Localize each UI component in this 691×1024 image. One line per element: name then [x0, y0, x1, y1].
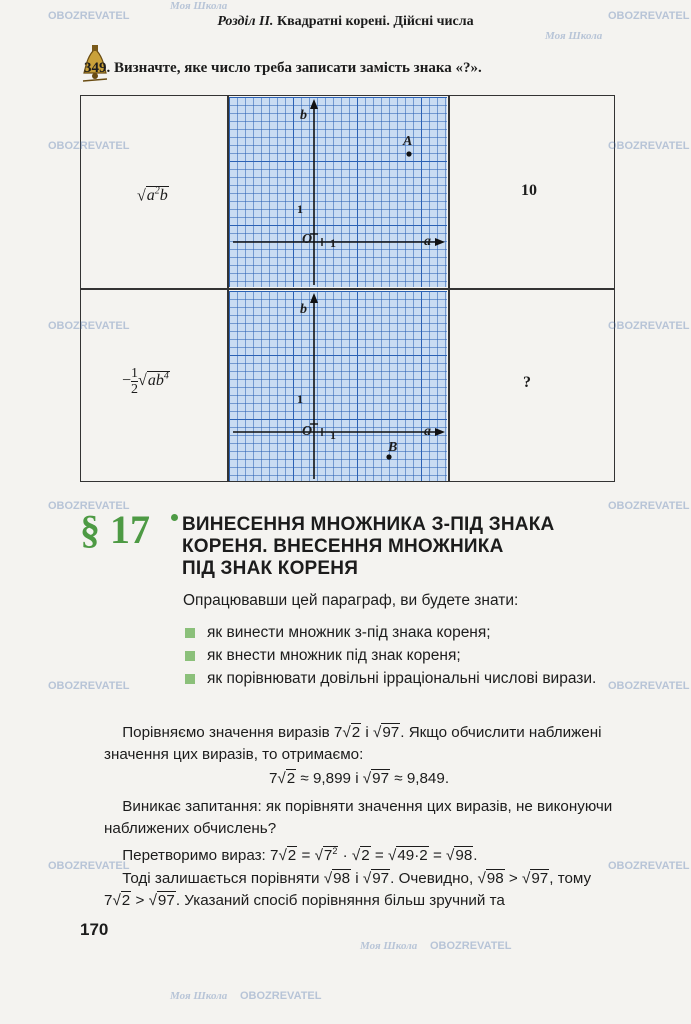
- origin-label-2: O: [302, 424, 313, 439]
- running-head-title: Квадратні корені. Дійсні числа: [276, 14, 474, 29]
- expr-row2: − $\frac{1}{2}$ $√ab^4$: [122, 366, 169, 397]
- watermark: OBOZREVATEL: [48, 140, 130, 152]
- axes-2: [229, 291, 447, 481]
- bullet-icon: [185, 674, 195, 684]
- p3-text: Перетворимо вираз:: [122, 847, 266, 865]
- goal-text: як порівнювати довільні ірраціональні числові вирази.: [207, 670, 597, 687]
- watermark: OBOZREVATEL: [240, 990, 322, 1002]
- tick-x-1: 1: [330, 236, 336, 250]
- p4-text-d: Указаний спосіб порівняння більш зручний та: [184, 892, 505, 909]
- watermark: Моя Школа: [170, 990, 228, 1002]
- watermark: OBOZREVATEL: [608, 140, 690, 152]
- goal-text: як винести множник з-під знака кореня;: [207, 624, 491, 641]
- watermark: Моя Школа: [360, 940, 418, 952]
- watermark: OBOZREVATEL: [608, 860, 690, 872]
- watermark: OBOZREVATEL: [48, 500, 130, 512]
- point-a: [406, 151, 411, 156]
- paragraph-1: Порівняємо значення виразів 7√2 і √97. Якщо обчислити наближені значення цих виразів, то отримаємо:: [104, 724, 602, 763]
- watermark: Моя Школа: [170, 0, 228, 12]
- watermark: OBOZREVATEL: [608, 10, 690, 22]
- section-title: [182, 514, 622, 580]
- watermark: OBOZREVATEL: [608, 320, 690, 332]
- watermark: OBOZREVATEL: [608, 500, 690, 512]
- list-item: [183, 622, 623, 643]
- point-b-label: B: [388, 440, 398, 455]
- axes-1: [229, 97, 447, 287]
- task-text: Визначте, яке число треба записати замість знака «?».: [114, 60, 482, 76]
- section-number: § 17: [80, 507, 150, 552]
- bullet-icon: [185, 628, 195, 638]
- bullet-icon: [185, 651, 195, 661]
- goals-list: [183, 622, 623, 691]
- watermark: OBOZREVATEL: [48, 320, 130, 332]
- intro-text: Опрацювавши цей параграф, ви будете знати:: [183, 592, 519, 609]
- running-head: [0, 14, 691, 30]
- paragraph-2: Виникає запитання: як порівняти значення цих виразів, не виконуючи наближених обчислень?: [104, 798, 613, 837]
- tick-y-2: 1: [297, 392, 303, 406]
- p1-text-a: Порівняємо значення виразів: [122, 724, 330, 741]
- watermark: OBOZREVATEL: [48, 860, 130, 872]
- watermark: OBOZREVATEL: [48, 680, 130, 692]
- equation-1: 7√2 ≈ 9,899 і √97 ≈ 9,849.: [268, 770, 450, 787]
- table-col-divider-2: [448, 95, 450, 482]
- watermark: OBOZREVATEL: [48, 10, 130, 22]
- list-item: [183, 645, 623, 666]
- result-row2: ?: [523, 374, 531, 391]
- watermark: Моя Школа: [545, 30, 603, 42]
- section-dot: [171, 514, 178, 521]
- tick-x-2: 1: [330, 428, 336, 442]
- section-title-line-2: КОРЕНЯ. ВНЕСЕННЯ МНОЖНИКА: [182, 536, 504, 557]
- p4-text-c: тому: [557, 870, 592, 887]
- expr-row1: $√a^2b$: [137, 186, 168, 205]
- p1-text-b: Якщо обчислити наближені значення цих виразів, то отримаємо:: [104, 724, 602, 763]
- result-row1: 10: [521, 182, 537, 199]
- list-item: [183, 668, 623, 689]
- tick-y-1: 1: [297, 202, 303, 216]
- paragraph-3: Перетворимо вираз: $7√2 = √7^2 \cdot √2 = √49\cdot 2 = √98$.: [122, 846, 478, 865]
- paragraph-4: Тоді залишається порівняти √98 і √97. Очевидно, √98 > √97, тому 7√2 > √97. Указаний спосіб порівняння більш зручний та: [104, 870, 592, 909]
- point-a-label: A: [403, 134, 413, 149]
- task-349: [84, 60, 482, 77]
- p4-text-b: Очевидно,: [398, 870, 474, 887]
- table-row-divider: [80, 288, 615, 290]
- axis-a-label-2: a: [424, 424, 431, 439]
- goal-text: як внести множник під знак кореня;: [207, 647, 461, 664]
- axis-b-label-1: b: [300, 108, 307, 123]
- origin-label-1: O: [302, 232, 313, 247]
- axis-a-label-1: a: [424, 234, 431, 249]
- section-title-line-1: ВИНЕСЕННЯ МНОЖНИКА З-ПІД ЗНАКА: [182, 514, 555, 535]
- task-number: 349.: [84, 60, 111, 76]
- p4-text-a: Тоді залишається порівняти: [122, 870, 320, 887]
- axis-b-label-2: b: [300, 302, 307, 317]
- page-number: 170: [80, 920, 109, 939]
- section-title-line-3: ПІД ЗНАК КОРЕНЯ: [182, 558, 359, 579]
- watermark: OBOZREVATEL: [608, 680, 690, 692]
- watermark: OBOZREVATEL: [430, 940, 512, 952]
- running-head-section: Розділ II.: [217, 14, 274, 29]
